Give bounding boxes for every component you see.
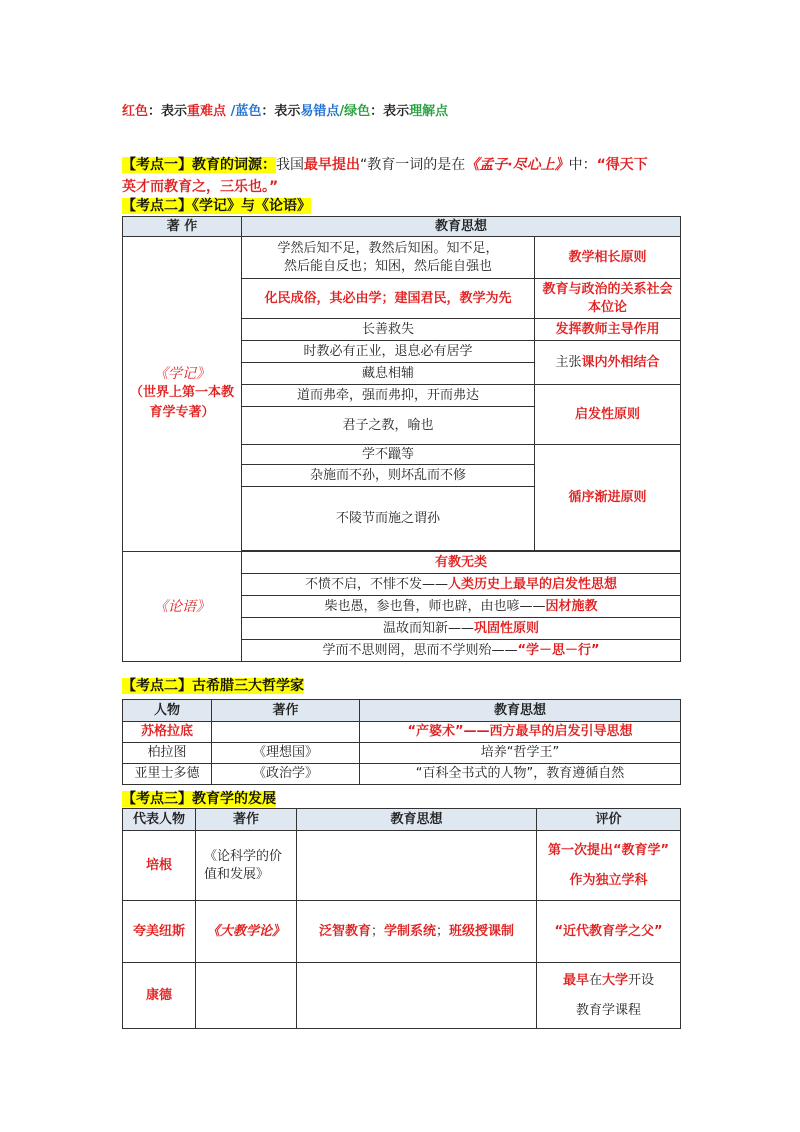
eval-part: 最早 (562, 972, 589, 988)
legend-green-value: 理解点 (409, 104, 449, 119)
xueji-quote: 化民成俗，其必由学；建国君民，教学为先 (242, 279, 535, 319)
lunyu-quote (242, 574, 681, 596)
lunyu-quote: 有教无类 (242, 552, 681, 574)
evaluation (537, 963, 681, 1029)
work: 《大教学论》 (196, 901, 297, 963)
col-header-work: 著作 (212, 700, 360, 722)
work (212, 722, 360, 743)
idea-sep: ； (370, 923, 384, 939)
idea-part: 班级授课制 (449, 923, 515, 939)
legend-blue-value: 易错点 (300, 104, 340, 119)
person-name: 亚里士多德 (123, 764, 212, 785)
xueji-title: 《学记》 (154, 366, 210, 382)
lunyu-quote (242, 640, 681, 662)
col-header-work: 著作 (196, 809, 297, 831)
idea (297, 901, 537, 963)
person-name: 夸美纽斯 (123, 901, 196, 963)
xueji-quote: 学不躐等 (242, 445, 535, 465)
xueji-quote: 不陵节而施之谓孙 (242, 487, 535, 551)
quote-highlight: 巩固性原则 (474, 620, 540, 636)
quote-text: 不愤不启，不悱不发—— (304, 576, 448, 592)
kp1-text: “教育一词的是在 (360, 157, 466, 173)
xueji-cell (123, 237, 242, 552)
quote-highlight: 因材施教 (545, 598, 598, 614)
kp1-text: 中： (568, 157, 597, 173)
work: 《理想国》 (212, 743, 360, 764)
table-row (123, 901, 681, 963)
principle: 循序渐进原则 (535, 445, 681, 551)
xueji-quote (242, 237, 535, 279)
person-name: 康德 (123, 963, 196, 1029)
kp2-tag: 【考点二】《学记》与《论语》 (122, 198, 311, 214)
idea: 培养“哲学王” (360, 743, 681, 764)
evaluation (537, 831, 681, 901)
legend-slash: / (339, 104, 345, 119)
idea-sep: ； (436, 923, 450, 939)
col-header-idea: 教育思想 (360, 700, 681, 722)
principle-highlight: 课内外相结合 (581, 354, 660, 370)
eval-line: 第一次提出“教育学” (547, 842, 670, 858)
xueji-lunyu-table (122, 216, 681, 662)
person-name: 柏拉图 (123, 743, 212, 764)
work: 《论科学的价值和发展》 (196, 831, 297, 901)
kp4-tag: 【考点三】教育学的发展 (122, 791, 276, 807)
idea: “产婆术”——西方最早的启发引导思想 (360, 722, 681, 743)
quote-highlight: 人类历史上最早的启发性思想 (448, 576, 618, 592)
person-name: 培根 (123, 831, 196, 901)
idea-part: 学制系统 (383, 923, 436, 939)
legend-red-sep: ：表示 (148, 104, 188, 119)
legend-slash: / (226, 104, 236, 119)
col-header-person: 代表人物 (123, 809, 196, 831)
kp1-tag: 【考点一】教育的词源： (122, 157, 276, 173)
principle: 教学相长原则 (535, 237, 681, 279)
xueji-quote: 长善救失 (242, 319, 535, 341)
work: 《政治学》 (212, 764, 360, 785)
lunyu-quote (242, 596, 681, 618)
table-row (123, 831, 681, 901)
kp1-quote-line2: 英才而教育之，三乐也。” (122, 179, 279, 195)
xueji-quote: 君子之教，喻也 (242, 407, 535, 445)
work (196, 963, 297, 1029)
kp2-heading (122, 196, 311, 216)
principle (535, 341, 681, 385)
eval-part: 开设 (628, 972, 655, 988)
legend-blue-sep: ：表示 (261, 104, 301, 119)
idea: “百科全书式的人物”，教育遵循自然 (360, 764, 681, 785)
xueji-subtitle: （世界上第一本教育学专著） (129, 385, 234, 420)
col-header-person: 人物 (123, 700, 212, 722)
eval-part: 教育学课程 (575, 1002, 641, 1018)
eval-line: 作为独立学科 (569, 872, 648, 888)
xueji-quote: 时教必有正业，退息必有居学 (242, 341, 535, 363)
kp1-text: 我国 (276, 157, 304, 173)
quote-line: 学然后知不足，教然后知困。知不足， (277, 240, 499, 256)
kp3-heading (122, 676, 304, 696)
quote-text: 柴也愚，参也鲁，师也辟，由也喭—— (324, 598, 546, 614)
principle: 发挥教师主导作用 (535, 319, 681, 341)
legend-green-label: 绿色 (344, 104, 371, 119)
table-row (123, 764, 681, 785)
eval-part: 在 (588, 972, 602, 988)
evaluation: “近代教育学之父” (537, 901, 681, 963)
kp1-book: 《孟子·尽心上》 (465, 157, 569, 173)
kp4-heading (122, 789, 276, 809)
color-legend (122, 102, 448, 122)
table-row (123, 722, 681, 743)
xueji-quote: 道而弗牵，强而弗抑，开而弗达 (242, 385, 535, 407)
lunyu-title: 《论语》 (123, 552, 242, 662)
legend-green-sep: ：表示 (370, 104, 410, 119)
idea (297, 831, 537, 901)
pedagogy-development-table (122, 808, 681, 1029)
quote-text: 学而不思则罔，思而不学则殆—— (322, 642, 518, 658)
lunyu-quote (242, 618, 681, 640)
col-header-idea: 教育思想 (297, 809, 537, 831)
kp1-paragraph (122, 154, 682, 198)
eval-part: 大学 (602, 972, 629, 988)
kp1-highlight: 最早提出 (304, 157, 360, 173)
principle: 启发性原则 (535, 385, 681, 445)
quote-text: 温故而知新—— (382, 620, 474, 636)
idea-part: 泛智教育 (318, 923, 371, 939)
person-name: 苏格拉底 (123, 722, 212, 743)
col-header-work: 著 作 (123, 217, 242, 237)
legend-blue-label: 蓝色 (235, 104, 262, 119)
table-row (123, 743, 681, 764)
idea (297, 963, 537, 1029)
quote-line: 然后能自反也；知困，然后能自强也 (283, 258, 492, 274)
col-header-idea: 教育思想 (242, 217, 681, 237)
kp3-tag: 【考点二】古希腊三大哲学家 (122, 678, 304, 694)
legend-red-value: 重难点 (187, 104, 227, 119)
legend-red-label: 红色 (122, 104, 149, 119)
xueji-quote: 杂施而不孙，则坏乱而不修 (242, 465, 535, 487)
xueji-quote: 藏息相辅 (242, 363, 535, 385)
greek-philosophers-table (122, 699, 681, 785)
quote-highlight: “学－思－行” (517, 642, 600, 658)
principle: 教育与政治的关系社会本位论 (535, 279, 681, 319)
col-header-eval: 评价 (537, 809, 681, 831)
principle-prefix: 主张 (555, 354, 582, 370)
table-row (123, 963, 681, 1029)
kp1-quote: “得天下 (596, 157, 648, 173)
